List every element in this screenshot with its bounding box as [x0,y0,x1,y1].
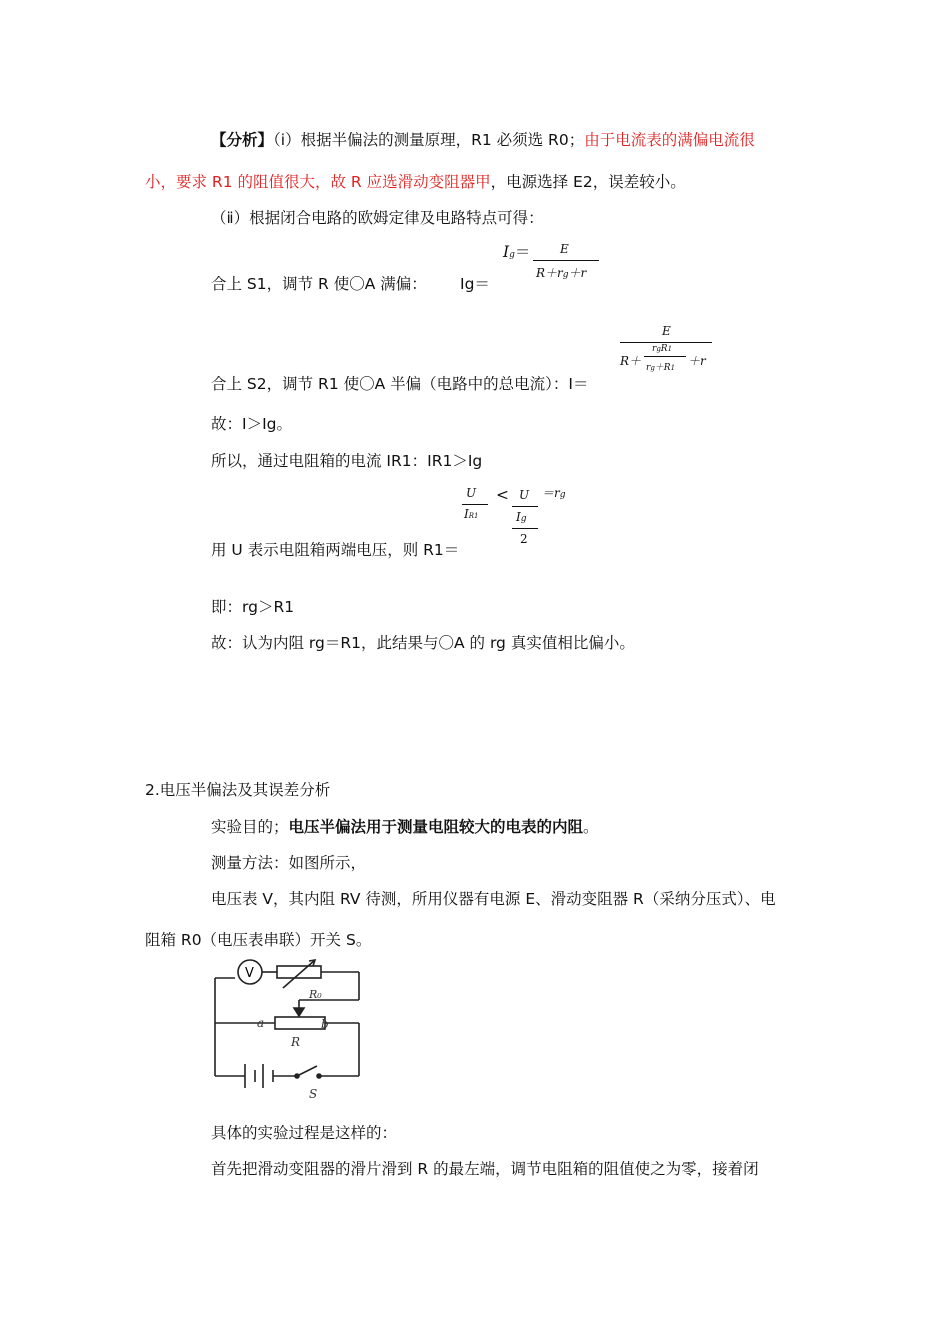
suoyi-line: 所以，通过电阻箱的电流 IR1：IR1＞Ig [211,452,483,470]
analysis-line-2 [145,170,686,192]
s1-line: 合上 S1，调节 R 使〇A 满偏： [211,275,427,293]
first-line: 首先把滑动变阻器的滑片滑到 R 的最左端，调节电阻箱的阻值使之为零，接着闭 [211,1160,759,1178]
b-label: b [321,1017,329,1031]
gu-line-2: 故：认为内阻 rg＝R1，此结果与〇A 的 rg 真实值相比偏小。 [211,634,635,652]
purpose-line: 实验目的；电压半偏法用于测量电阻较大的电表的内阻。 [211,818,599,836]
formula-total-current: E R＋ rgR1 rg＋R1 ＋r [618,324,714,384]
u-line: 用 U 表示电阻箱两端电压，则 R1＝ [211,541,460,559]
analysis-part1-red-a: 由于电流表的满偏电流很 [584,131,755,149]
formula-inequality: U IR1 < U Ig 2 ＝rg [464,486,566,546]
process-line: 具体的实验过程是这样的： [211,1124,398,1142]
a-label: a [257,1016,265,1030]
voltmeter-label: V [245,966,254,981]
method-line: 测量方法：如图所示， [211,854,367,872]
analysis-part2: （ⅱ）根据闭合电路的欧姆定律及电路特点可得： [211,209,544,227]
gu-line-1: 故：I＞Ig。 [211,415,292,433]
analysis-part1-red-b: 小，要求 R1 的阻值很大，故 R 应选滑动变阻器甲 [145,173,491,191]
analysis-line-1 [211,128,755,150]
r0-label: R₀ [309,988,322,1001]
rheostat-symbol [275,1017,325,1029]
desc-line-b: 阻箱 R0（电压表串联）开关 S。 [145,931,372,949]
purpose-bold: 电压半偏法用于测量电阻较大的电表的内阻 [288,818,584,836]
ig-eq: Ig＝ [460,275,490,293]
desc-line-a: 电压表 V，其内阻 RV 待测，所用仪器有电源 E、滑动变阻器 R（采纳分压式）、电 [211,890,776,908]
r-label: R [291,1035,301,1049]
s-label: S [309,1087,318,1101]
resistance-box-symbol [277,966,321,978]
section2-heading: 2.电压半偏法及其误差分析 [145,781,331,799]
ji-line: 即：rg＞R1 [211,598,295,616]
s2-line: 合上 S2，调节 R1 使〇A 半偏（电路中的总电流）：I＝ [211,375,589,393]
switch-symbol [297,1066,317,1076]
analysis-part1-b: ，电源选择 E2，误差较小。 [490,173,686,191]
formula-ig: Ig＝ E R＋rg＋r [503,240,603,284]
analysis-part1-a: （ⅰ）根据半偏法的测量原理，R1 必须选 R0； [273,131,585,149]
analysis-bracket: 【分析】 [211,131,274,149]
circuit-diagram [205,958,375,1108]
